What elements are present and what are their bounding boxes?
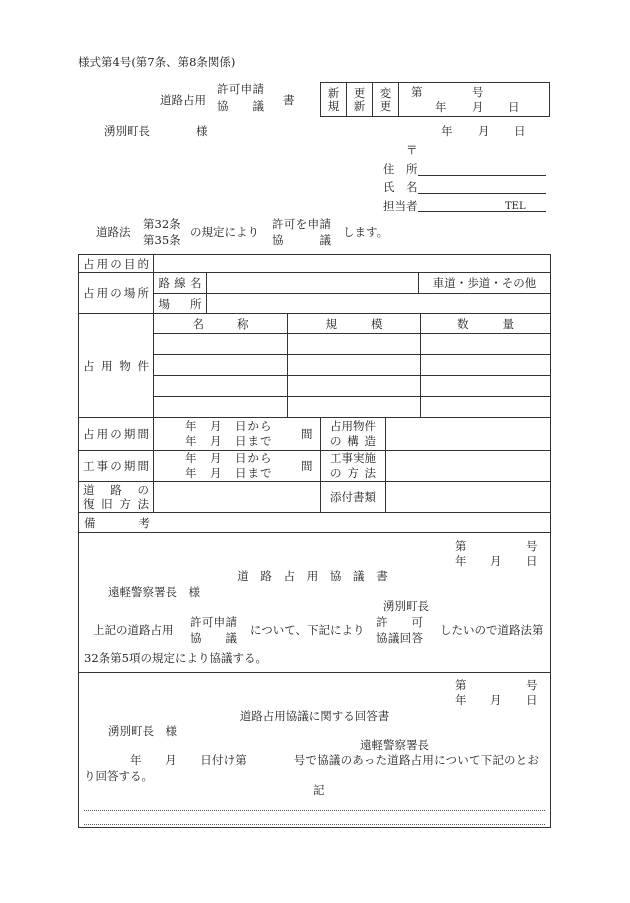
type-renew-label: 更新 bbox=[353, 85, 366, 113]
clause-article-32: 第32条 bbox=[143, 217, 181, 231]
title-suffix: 書 bbox=[283, 93, 295, 107]
purpose-label-cell bbox=[79, 255, 154, 273]
col-quantity-header bbox=[421, 314, 550, 334]
purpose-label: 占用の目的 bbox=[83, 256, 149, 271]
clause-ending: します。 bbox=[343, 225, 389, 239]
object-quantity-cell bbox=[421, 397, 550, 418]
route-name-label: 路線名 bbox=[158, 276, 202, 290]
restoration-label bbox=[83, 483, 149, 511]
col-quantity-label: 数 量 bbox=[457, 316, 514, 331]
reply-dotted-line bbox=[84, 824, 545, 825]
remarks-row bbox=[79, 513, 550, 533]
number-prefix: 第 bbox=[411, 85, 423, 99]
restoration-label-cell bbox=[79, 482, 154, 513]
occupation-period-dates bbox=[185, 419, 273, 449]
consultation-text-mid: について、下記により bbox=[250, 623, 365, 637]
attachments-label-cell bbox=[321, 482, 386, 513]
consultation-title: 道 路 占 用 協 議 書 bbox=[237, 569, 392, 583]
attachments-label: 添付書類 bbox=[330, 490, 376, 504]
reply-day: 日 bbox=[526, 693, 538, 707]
method-value bbox=[386, 451, 550, 482]
name-label: 氏 名 bbox=[383, 180, 418, 194]
object-quantity-cell bbox=[421, 334, 550, 355]
location-label-cell bbox=[79, 273, 154, 314]
reply-note-mark: 記 bbox=[313, 783, 325, 797]
place-label-cell bbox=[154, 294, 207, 314]
occupation-period-cell bbox=[154, 418, 321, 451]
addressee-name: 湧別町長 bbox=[104, 124, 150, 138]
reply-title: 道路占用協議に関する回答書 bbox=[239, 709, 390, 723]
occupation-period-suffix: 間 bbox=[301, 427, 313, 441]
structure-label-line1: 占用物件 bbox=[330, 419, 376, 433]
attachments-value bbox=[386, 482, 550, 513]
header-month: 月 bbox=[472, 100, 484, 114]
construction-period-label-cell bbox=[79, 451, 154, 482]
structure-value bbox=[386, 418, 550, 451]
reply-year: 年 bbox=[455, 693, 467, 707]
consultation-option-permit: 許可申請 bbox=[190, 615, 237, 629]
col-name-label: 名 称 bbox=[192, 316, 249, 331]
header-day: 日 bbox=[508, 100, 520, 114]
col-name-header bbox=[154, 314, 288, 334]
consultation-year: 年 bbox=[455, 554, 467, 568]
consultation-sender: 湧別町長 bbox=[383, 599, 429, 613]
construction-period-from: 年 月 日から bbox=[185, 451, 273, 465]
occupation-period-to: 年 月 日まで bbox=[185, 434, 273, 448]
title-prefix: 道路占用 bbox=[160, 93, 206, 107]
consultation-options-1 bbox=[190, 614, 237, 646]
consultation-text-end: したいので道路法第 bbox=[440, 623, 544, 637]
date-year: 年 bbox=[441, 124, 453, 138]
structure-label-line2: の 構 造 bbox=[330, 434, 376, 448]
consultation-section bbox=[79, 533, 550, 673]
object-quantity-cell bbox=[421, 376, 550, 397]
form-table bbox=[78, 254, 551, 828]
consultation-option-permit2: 許 可 bbox=[376, 615, 423, 629]
place-value bbox=[207, 294, 550, 314]
type-new-label: 新規 bbox=[327, 85, 340, 113]
object-name-cell bbox=[154, 397, 288, 418]
reply-sender: 遠軽警察署長 bbox=[360, 738, 429, 752]
name-underline bbox=[418, 193, 546, 194]
reply-text-line1: 年 月 日付け第 号で協議のあった道路占用について下記のとお bbox=[130, 753, 540, 767]
structure-label-cell bbox=[321, 418, 386, 451]
restoration-label-line1: 道 路 の bbox=[83, 483, 149, 497]
object-scale-cell bbox=[288, 334, 421, 355]
purpose-value bbox=[154, 255, 550, 273]
route-name-value bbox=[207, 273, 419, 294]
col-scale-header bbox=[288, 314, 421, 334]
clause-option-permit: 許可を申請 bbox=[272, 217, 331, 231]
method-label-cell bbox=[321, 451, 386, 482]
restoration-value bbox=[154, 482, 321, 513]
reply-dotted-line bbox=[84, 810, 545, 811]
restoration-label-line2: 復 旧 方 法 bbox=[83, 497, 149, 511]
object-name-cell bbox=[154, 355, 288, 376]
road-type-cell bbox=[419, 273, 550, 294]
consultation-number-prefix: 第 bbox=[455, 539, 467, 553]
postal-mark: 〒 bbox=[406, 143, 418, 157]
type-change-label: 変更 bbox=[379, 85, 392, 113]
method-label bbox=[330, 451, 376, 481]
object-quantity-cell bbox=[421, 355, 550, 376]
construction-period-dates bbox=[185, 451, 273, 481]
construction-period-suffix: 間 bbox=[301, 459, 313, 473]
clause-law: 道路法 bbox=[96, 225, 131, 239]
remarks-label: 備 考 bbox=[84, 515, 150, 530]
reply-number-prefix: 第 bbox=[455, 678, 467, 692]
number-suffix: 号 bbox=[472, 85, 484, 99]
object-scale-cell bbox=[288, 376, 421, 397]
header-year: 年 bbox=[435, 100, 447, 114]
clause-articles bbox=[143, 216, 181, 248]
objects-label-cell bbox=[79, 314, 154, 418]
object-scale-cell bbox=[288, 355, 421, 376]
consultation-recipient: 遠軽警察署長 様 bbox=[108, 585, 200, 599]
type-renew-cell bbox=[347, 83, 373, 116]
date-day: 日 bbox=[514, 124, 526, 138]
reply-month: 月 bbox=[490, 693, 502, 707]
clause-options bbox=[272, 216, 331, 248]
contact-underline bbox=[418, 211, 546, 212]
route-name-label-cell bbox=[154, 273, 207, 294]
clause-option-consult: 協 議 bbox=[272, 233, 331, 247]
addressee-honorific: 様 bbox=[196, 124, 208, 138]
title-option-permit: 許可申請 bbox=[217, 82, 264, 96]
consultation-text-line2: 32条第5項の規定により協議する。 bbox=[84, 651, 267, 665]
consultation-month: 月 bbox=[490, 554, 502, 568]
type-new-cell bbox=[321, 83, 347, 116]
object-scale-cell bbox=[288, 397, 421, 418]
clause-provision: の規定により bbox=[190, 225, 259, 239]
road-type-options: 車道・歩道・その他 bbox=[432, 276, 537, 290]
form-number: 様式第4号(第7条、第8条関係) bbox=[78, 55, 236, 69]
date-month: 月 bbox=[478, 124, 490, 138]
consultation-number-suffix: 号 bbox=[526, 539, 538, 553]
structure-label bbox=[330, 419, 376, 449]
clause-article-35: 第35条 bbox=[143, 233, 181, 247]
reply-recipient: 湧別町長 様 bbox=[108, 724, 177, 738]
method-label-line1: 工事実施 bbox=[330, 451, 376, 465]
consultation-options-2 bbox=[376, 614, 423, 646]
tel-label: TEL bbox=[505, 201, 526, 212]
consultation-day: 日 bbox=[526, 554, 538, 568]
reply-number-suffix: 号 bbox=[526, 678, 538, 692]
occupation-period-from: 年 月 日から bbox=[185, 419, 273, 433]
place-label: 場 所 bbox=[158, 296, 202, 311]
reply-text-line2: り回答する。 bbox=[84, 769, 153, 783]
address-label: 住 所 bbox=[383, 162, 418, 176]
object-name-cell bbox=[154, 376, 288, 397]
method-label-line2: の 方 法 bbox=[330, 466, 376, 480]
occupation-period-label-cell bbox=[79, 418, 154, 451]
address-underline bbox=[418, 175, 546, 176]
location-label: 占用の場所 bbox=[83, 286, 149, 300]
col-scale-label: 規 模 bbox=[325, 316, 383, 331]
occupation-period-label: 占用の期間 bbox=[83, 427, 149, 441]
consultation-option-consult: 協 議 bbox=[190, 631, 237, 645]
construction-period-label: 工事の期間 bbox=[83, 459, 149, 473]
title-option-consult: 協 議 bbox=[217, 99, 264, 113]
construction-period-to: 年 月 日まで bbox=[185, 466, 273, 480]
reply-section bbox=[79, 673, 550, 827]
type-change-cell bbox=[373, 83, 399, 116]
construction-period-cell bbox=[154, 451, 321, 482]
object-name-cell bbox=[154, 334, 288, 355]
consultation-text-start: 上記の道路占用 bbox=[93, 623, 174, 637]
contact-label: 担当者 bbox=[383, 199, 418, 213]
title-options bbox=[217, 81, 264, 115]
objects-label: 占 用 物 件 bbox=[83, 358, 149, 373]
application-type-box bbox=[320, 82, 550, 117]
consultation-option-reply: 協議回答 bbox=[376, 631, 423, 645]
